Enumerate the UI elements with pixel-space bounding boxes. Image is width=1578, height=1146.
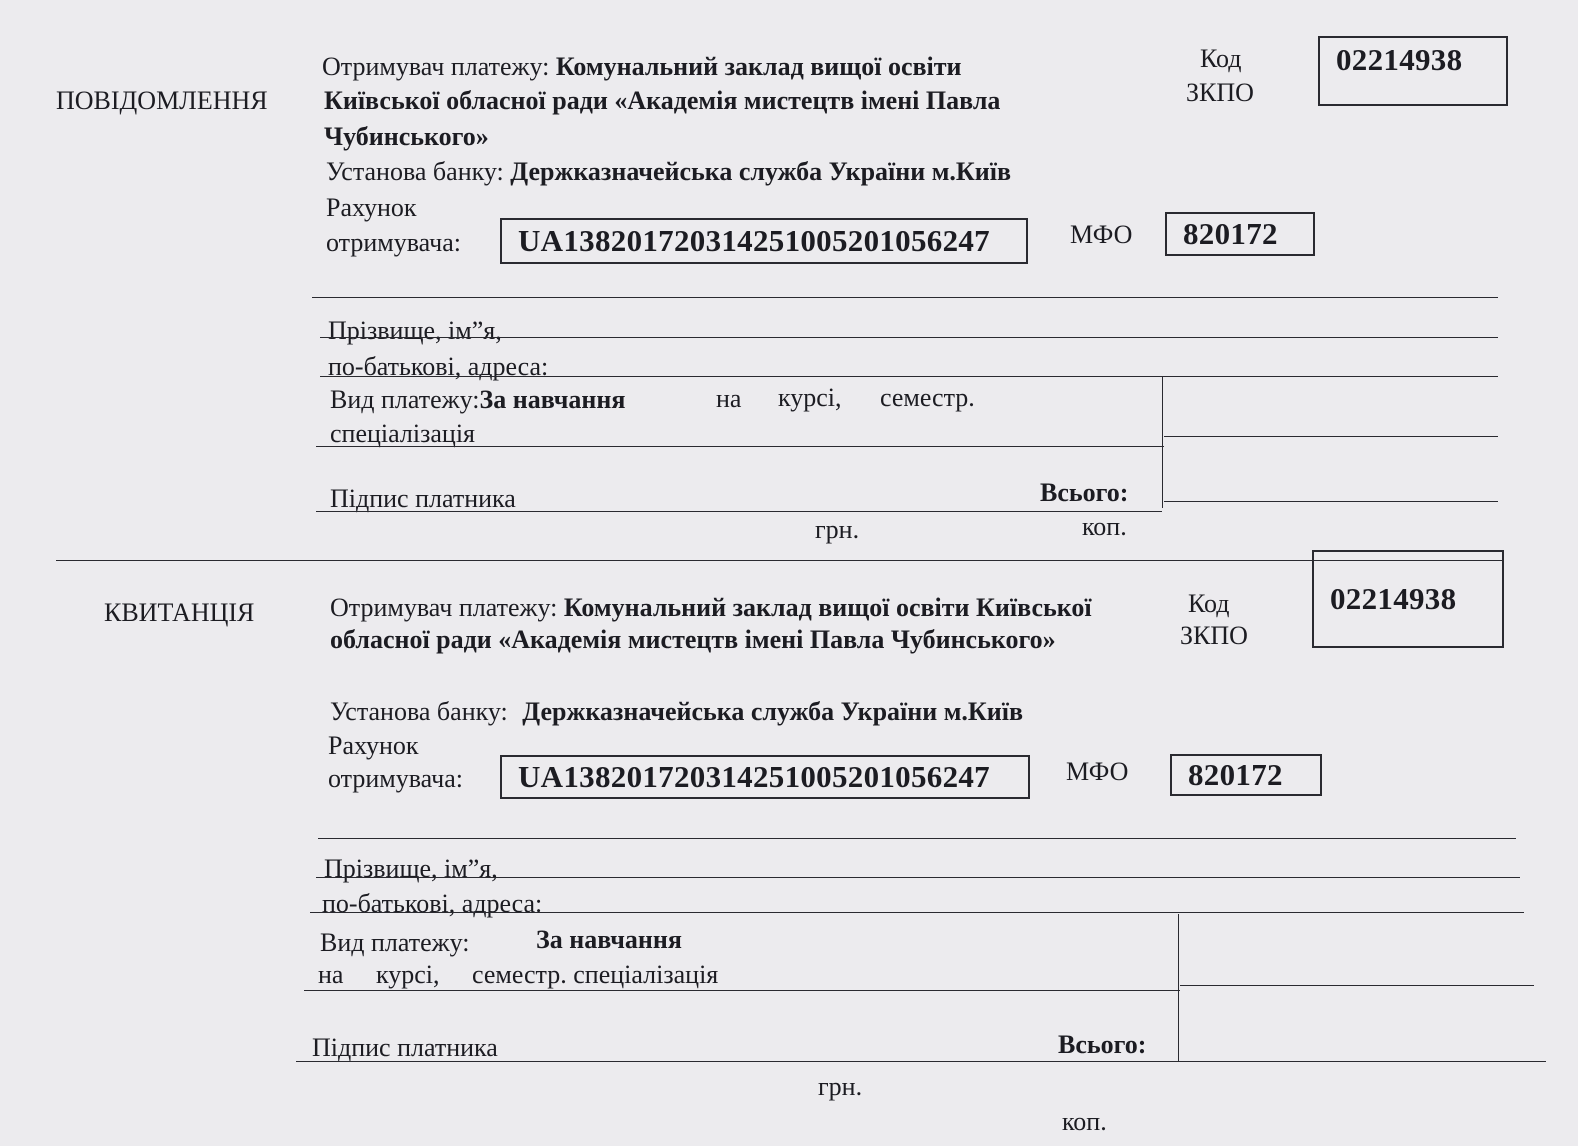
notice-rule-amount-1 xyxy=(1164,436,1498,437)
notice-mfo-label: МФО xyxy=(1070,220,1133,249)
notice-recipient-name-1: Комунальний заклад вищої освіти xyxy=(555,52,962,81)
receipt-title: КВИТАНЦІЯ xyxy=(104,598,255,627)
receipt-rule-5 xyxy=(296,1061,1546,1062)
receipt-code-label-1: Код xyxy=(1188,589,1230,618)
notice-specialization: спеціалізація xyxy=(330,419,476,448)
notice-recipient-name-2: Київської обласної ради «Академія мистецтв імені Павла xyxy=(324,86,1001,115)
receipt-payment-label: Вид платежу: xyxy=(320,928,470,957)
receipt-bank-label: Установа банку: xyxy=(330,697,508,726)
notice-name-label-2: по-батькові, адреса: xyxy=(328,352,549,381)
notice-title: ПОВІДОМЛЕННЯ xyxy=(56,86,268,115)
notice-amount-divider xyxy=(1162,376,1163,508)
receipt-rule-4 xyxy=(304,990,1180,991)
receipt-recipient-line-1 xyxy=(330,593,1092,623)
receipt-uah-label: грн. xyxy=(818,1072,863,1101)
notice-course-kursi: курсі, xyxy=(778,383,842,412)
receipt-amount-divider xyxy=(1178,914,1179,1062)
notice-rule-5 xyxy=(316,511,1162,512)
notice-kop-label: коп. xyxy=(1082,512,1127,541)
receipt-payment-value: За навчання xyxy=(536,925,682,954)
receipt-bank-line xyxy=(330,697,1023,727)
notice-rule-1 xyxy=(312,297,1498,298)
section-cut-line xyxy=(56,560,1502,561)
receipt-rule-3 xyxy=(310,912,1524,913)
receipt-code-value-box: 02214938 xyxy=(1312,550,1504,648)
notice-rule-amount-2 xyxy=(1164,501,1498,502)
receipt-account-label-1: Рахунок xyxy=(328,731,419,760)
notice-payment-line xyxy=(330,385,625,415)
receipt-account-label-2: отримувача: xyxy=(328,764,463,793)
receipt-signature-label: Підпис платника xyxy=(312,1033,498,1062)
receipt-name-label-2: по-батькові, адреса: xyxy=(322,889,543,918)
notice-bank-label: Установа банку: xyxy=(326,157,504,186)
receipt-kop-label: коп. xyxy=(1062,1107,1107,1136)
notice-course-semestr: семестр. xyxy=(880,383,975,412)
notice-course-na: на xyxy=(716,384,742,413)
notice-bank-name: Держказначейська служба України м.Київ xyxy=(510,157,1012,186)
notice-code-label-2: ЗКПО xyxy=(1186,78,1254,107)
notice-rule-3 xyxy=(320,376,1498,377)
receipt-recipient-label: Отримувач платежу: xyxy=(330,593,558,622)
notice-total-label: Всього: xyxy=(1040,478,1129,507)
receipt-code-label-2: ЗКПО xyxy=(1180,621,1248,650)
notice-recipient-name-3: Чубинського» xyxy=(324,122,489,151)
receipt-mfo-label: МФО xyxy=(1066,757,1129,786)
receipt-total-label: Всього: xyxy=(1058,1030,1147,1059)
notice-recipient-line-1 xyxy=(322,52,962,82)
notice-payment-value: За навчання xyxy=(479,385,626,414)
receipt-recipient-name-2: обласної ради «Академія мистецтв імені Павла Чубинського» xyxy=(330,625,1056,654)
notice-code-value-box: 02214938 xyxy=(1318,36,1508,106)
notice-code-label-1: Код xyxy=(1200,44,1242,73)
notice-bank-line xyxy=(326,157,1011,187)
receipt-account-value-box: UA138201720314251005201056247 xyxy=(500,755,1030,799)
receipt-rule-2 xyxy=(316,877,1520,878)
receipt-course-line: на курсі, семестр. спеціалізація xyxy=(318,960,719,989)
receipt-rule-1 xyxy=(318,838,1516,839)
notice-rule-2 xyxy=(320,337,1498,338)
receipt-name-label-1: Прізвище, ім”я, xyxy=(324,854,498,883)
receipt-recipient-name-1: Комунальний заклад вищої освіти Київської xyxy=(563,593,1092,622)
notice-uah-label: грн. xyxy=(815,515,860,544)
notice-rule-4 xyxy=(316,446,1164,447)
notice-account-value-box: UA138201720314251005201056247 xyxy=(500,218,1028,264)
notice-recipient-label: Отримувач платежу: xyxy=(322,52,550,81)
receipt-mfo-value-box: 820172 xyxy=(1170,754,1322,796)
notice-name-label-1: Прізвище, ім”я, xyxy=(328,316,502,345)
receipt-rule-amount-1 xyxy=(1180,985,1534,986)
notice-mfo-value-box: 820172 xyxy=(1165,212,1315,256)
notice-account-label-1: Рахунок xyxy=(326,193,417,222)
notice-payment-label: Вид платежу: xyxy=(330,385,480,414)
notice-account-label-2: отримувача: xyxy=(326,228,461,257)
receipt-bank-name: Держказначейська служба України м.Київ xyxy=(522,697,1024,726)
notice-signature-label: Підпис платника xyxy=(330,484,516,513)
